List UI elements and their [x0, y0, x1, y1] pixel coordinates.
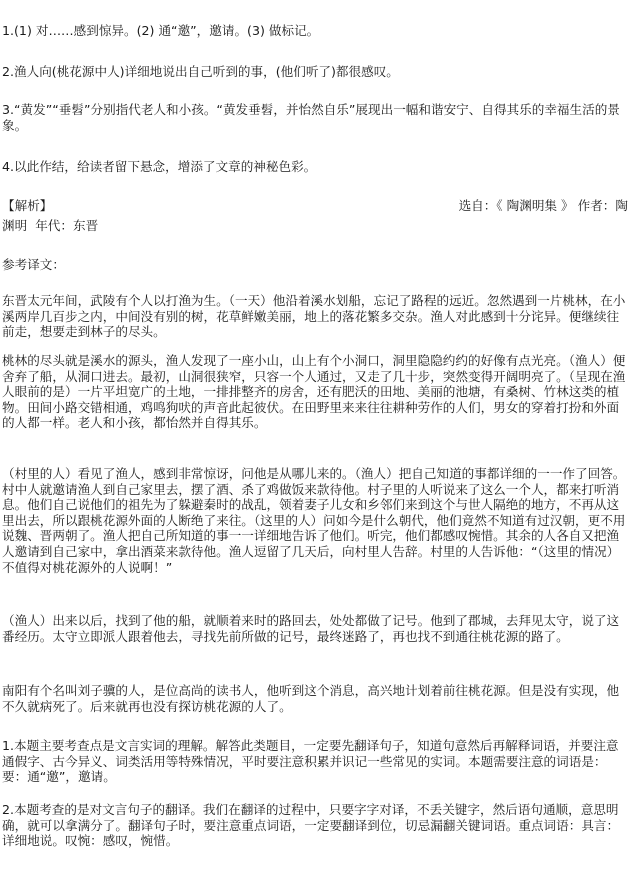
- analysis-label: 【解析】: [2, 198, 53, 213]
- translation-paragraph-4: （渔人）出来以后，找到了他的船，就顺着来时的路回去，处处都做了记号。他到了郡城，去拜见太守，说了这番经历。太守立即派人跟着他去，寻找先前所做的记号，最终迷路了，再也找不到通往桃花源的路了。: [2, 613, 620, 644]
- translation-paragraph-2: 桃林的尽头就是溪水的源头，渔人发现了一座小山，山上有个小洞口，洞里隐隐约约的好像有点光亮。（渔人）便舍弃了船，从洞口进去。最初，山洞很狭窄，只容一个人通过，又走了几十步，突然变得开阔明亮了。（呈现在渔人眼前的是）一片平坦宽广的土地，一排排整齐的房舍，还有肥沃的田地、美丽的池塘，有桑树、竹林这类的植物。田间小路交错相通，鸡鸣狗吠的声音此起彼伏。在田野里来来往往耕种劳作的人们，男女的穿着打扮和外面的人都一样。老人和小孩，都怡然并自得其乐。: [2, 353, 626, 431]
- explanation-2: 2.本题考查的是对文言句子的翻译。我们在翻译的过程中，只要字字对译，不丢关键字，然后语句通顺，意思明确，就可以拿满分了。翻译句子时，要注意重点词语，一定要翻译到位，切忌漏翻关键词语。重点词语：具言：详细地说。叹惋：感叹，惋惜。: [2, 802, 620, 849]
- answer-1: 1.(1) 对……感到惊异。(2) 通“邀”，邀请。(3) 做标记。: [2, 23, 320, 38]
- analysis-header: [2, 198, 628, 214]
- translation-label: 参考译文：: [2, 257, 65, 272]
- author-era: 渊明 年代：东晋: [2, 218, 99, 233]
- source-info: 选自：《 陶渊明集 》 作者：陶: [458, 198, 628, 213]
- answer-2: 2.渔人向(桃花源中人)详细地说出自己听到的事，(他们听了)都很感叹。: [2, 64, 399, 79]
- translation-paragraph-1: 东晋太元年间，武陵有个人以打渔为生。（一天）他沿着溪水划船，忘记了路程的远近。忽然遇到一片桃林，在小溪两岸几百步之内，中间没有别的树，花草鲜嫩美丽，地上的落花繁多交杂。渔人对此感到十分诧异。便继续往前走，想要走到林子的尽头。: [2, 293, 626, 340]
- translation-paragraph-3: （村里的人）看见了渔人，感到非常惊讶，问他是从哪儿来的。（渔人）把自己知道的事都详细的一一作了回答。村中人就邀请渔人到自己家里去，摆了酒、杀了鸡做饭来款待他。村子里的人听说来了这么一个人，都来打听消息。他们自己说他们的祖先为了躲避秦时的战乱，领着妻子儿女和乡邻们来到这个与世人隔绝的地方，不再从这里出去，所以跟桃花源外面的人断绝了来往。（这里的人）问如今是什么朝代，他们竟然不知道有过汉朝，更不用说魏、晋两朝了。渔人把自己所知道的事一一详细地告诉了他们。听完，他们都感叹惋惜。其余的人各自又把渔人邀请到自己家中，拿出酒菜来款待他。渔人逗留了几天后，向村里人告辞。村里的人告诉他：“（这里的情况）不值得对桃花源外的人说啊！”: [2, 466, 626, 575]
- answer-3: 3.“黄发”“垂髫”分别指代老人和小孩。“黄发垂髫，并怡然自乐”展现出一幅和谐安宁、自得其乐的幸福生活的景象。: [2, 102, 620, 133]
- answer-4: 4.以此作结，给读者留下悬念，增添了文章的神秘色彩。: [2, 159, 317, 174]
- explanation-1: 1.本题主要考查点是文言实词的理解。解答此类题目，一定要先翻译句子，知道句意然后再解释词语，并要注意通假字、古今异义、词类活用等特殊情况，平时要注意积累并识记一些常见的实词。本题需要注意的词语是：要：通“邀”，邀请。: [2, 738, 619, 785]
- translation-paragraph-5: 南阳有个名叫刘子骥的人，是位高尚的读书人，他听到这个消息，高兴地计划着前往桃花源。但是没有实现，他不久就病死了。后来就再也没有探访桃花源的人了。: [2, 683, 620, 714]
